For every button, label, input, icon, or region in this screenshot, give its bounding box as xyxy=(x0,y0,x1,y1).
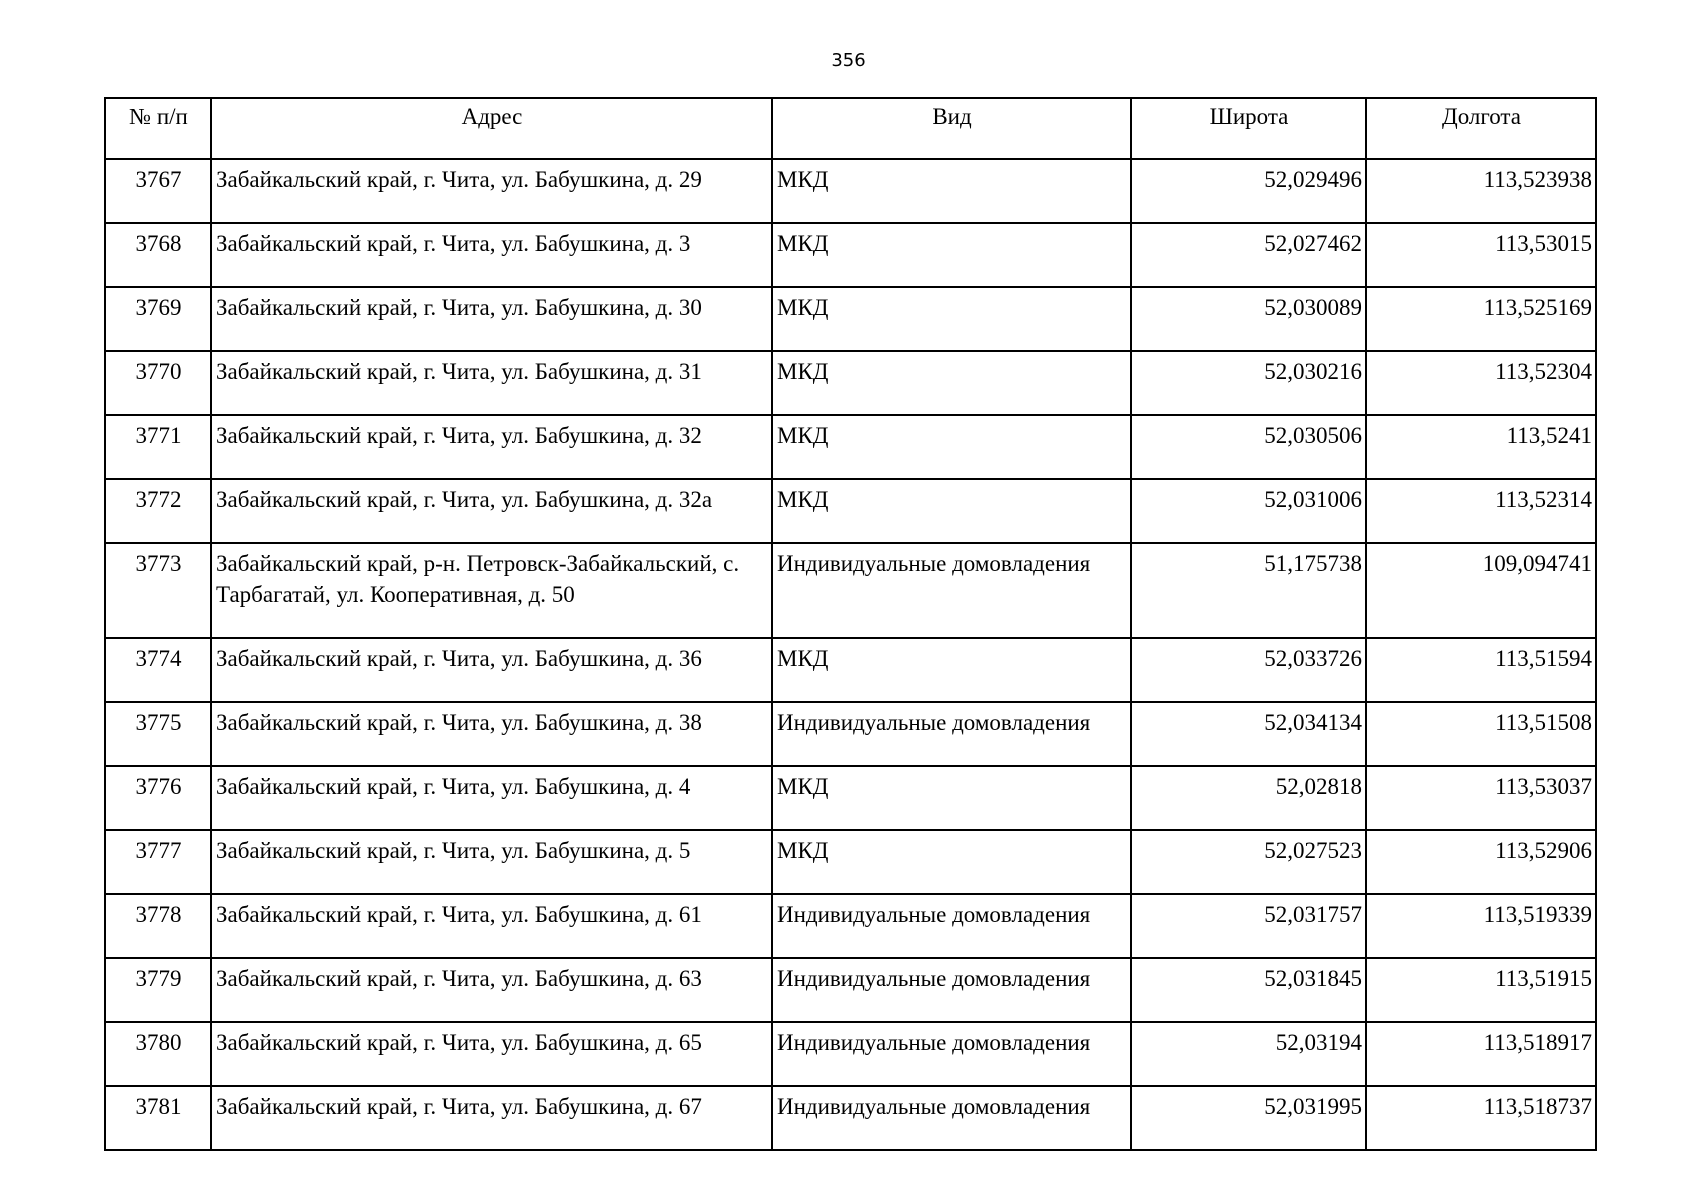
cell-address: Забайкальский край, г. Чита, ул. Бабушкина, д. 32 xyxy=(211,415,772,479)
cell-kind: МКД xyxy=(772,830,1131,894)
column-header-address: Адрес xyxy=(211,98,772,159)
cell-longitude: 113,523938 xyxy=(1366,159,1596,223)
cell-longitude: 109,094741 xyxy=(1366,543,1596,638)
page-number: 356 xyxy=(831,50,866,71)
cell-kind: Индивидуальные домовладения xyxy=(772,1086,1131,1150)
cell-kind: Индивидуальные домовладения xyxy=(772,543,1131,638)
address-table xyxy=(104,97,1597,1151)
cell-number: 3777 xyxy=(105,830,211,894)
cell-address: Забайкальский край, г. Чита, ул. Бабушкина, д. 3 xyxy=(211,223,772,287)
table-row xyxy=(105,766,1596,830)
cell-address: Забайкальский край, г. Чита, ул. Бабушкина, д. 61 xyxy=(211,894,772,958)
cell-address: Забайкальский край, г. Чита, ул. Бабушкина, д. 67 xyxy=(211,1086,772,1150)
table-row xyxy=(105,415,1596,479)
cell-kind: Индивидуальные домовладения xyxy=(772,894,1131,958)
cell-number: 3770 xyxy=(105,351,211,415)
cell-address: Забайкальский край, г. Чита, ул. Бабушкина, д. 5 xyxy=(211,830,772,894)
table-row xyxy=(105,702,1596,766)
cell-kind: МКД xyxy=(772,638,1131,702)
table-row xyxy=(105,638,1596,702)
cell-latitude: 52,034134 xyxy=(1131,702,1366,766)
cell-number: 3779 xyxy=(105,958,211,1022)
cell-longitude: 113,525169 xyxy=(1366,287,1596,351)
table-row xyxy=(105,543,1596,638)
cell-longitude: 113,52906 xyxy=(1366,830,1596,894)
cell-address: Забайкальский край, г. Чита, ул. Бабушкина, д. 36 xyxy=(211,638,772,702)
column-header-longitude: Долгота xyxy=(1366,98,1596,159)
cell-latitude: 52,031845 xyxy=(1131,958,1366,1022)
cell-number: 3778 xyxy=(105,894,211,958)
cell-longitude: 113,53015 xyxy=(1366,223,1596,287)
cell-longitude: 113,51594 xyxy=(1366,638,1596,702)
table-row xyxy=(105,287,1596,351)
table-row xyxy=(105,479,1596,543)
table-row xyxy=(105,159,1596,223)
table-row xyxy=(105,351,1596,415)
cell-longitude: 113,5241 xyxy=(1366,415,1596,479)
cell-address: Забайкальский край, г. Чита, ул. Бабушкина, д. 30 xyxy=(211,287,772,351)
cell-longitude: 113,519339 xyxy=(1366,894,1596,958)
cell-kind: МКД xyxy=(772,159,1131,223)
table-row xyxy=(105,223,1596,287)
cell-latitude: 52,030089 xyxy=(1131,287,1366,351)
cell-address: Забайкальский край, г. Чита, ул. Бабушкина, д. 29 xyxy=(211,159,772,223)
cell-address: Забайкальский край, г. Чита, ул. Бабушкина, д. 65 xyxy=(211,1022,772,1086)
cell-kind: Индивидуальные домовладения xyxy=(772,958,1131,1022)
table-row xyxy=(105,958,1596,1022)
cell-latitude: 52,029496 xyxy=(1131,159,1366,223)
cell-address: Забайкальский край, г. Чита, ул. Бабушкина, д. 31 xyxy=(211,351,772,415)
cell-latitude: 52,030506 xyxy=(1131,415,1366,479)
cell-number: 3771 xyxy=(105,415,211,479)
cell-latitude: 52,02818 xyxy=(1131,766,1366,830)
cell-address: Забайкальский край, г. Чита, ул. Бабушкина, д. 32а xyxy=(211,479,772,543)
cell-address: Забайкальский край, г. Чита, ул. Бабушкина, д. 38 xyxy=(211,702,772,766)
cell-latitude: 52,027462 xyxy=(1131,223,1366,287)
header-row xyxy=(105,98,1596,159)
cell-longitude: 113,518737 xyxy=(1366,1086,1596,1150)
cell-latitude: 52,031006 xyxy=(1131,479,1366,543)
cell-latitude: 52,031757 xyxy=(1131,894,1366,958)
cell-longitude: 113,52304 xyxy=(1366,351,1596,415)
cell-number: 3772 xyxy=(105,479,211,543)
cell-latitude: 52,03194 xyxy=(1131,1022,1366,1086)
cell-longitude: 113,53037 xyxy=(1366,766,1596,830)
cell-kind: МКД xyxy=(772,766,1131,830)
cell-number: 3774 xyxy=(105,638,211,702)
table-row xyxy=(105,1086,1596,1150)
cell-number: 3780 xyxy=(105,1022,211,1086)
column-header-latitude: Широта xyxy=(1131,98,1366,159)
cell-kind: МКД xyxy=(772,223,1131,287)
cell-kind: МКД xyxy=(772,351,1131,415)
cell-kind: МКД xyxy=(772,415,1131,479)
cell-number: 3773 xyxy=(105,543,211,638)
cell-longitude: 113,51915 xyxy=(1366,958,1596,1022)
cell-kind: Индивидуальные домовладения xyxy=(772,702,1131,766)
cell-longitude: 113,518917 xyxy=(1366,1022,1596,1086)
column-header-kind: Вид xyxy=(772,98,1131,159)
cell-latitude: 51,175738 xyxy=(1131,543,1366,638)
cell-latitude: 52,033726 xyxy=(1131,638,1366,702)
table-row xyxy=(105,1022,1596,1086)
cell-latitude: 52,027523 xyxy=(1131,830,1366,894)
cell-number: 3775 xyxy=(105,702,211,766)
cell-address: Забайкальский край, г. Чита, ул. Бабушкина, д. 4 xyxy=(211,766,772,830)
cell-longitude: 113,51508 xyxy=(1366,702,1596,766)
cell-number: 3768 xyxy=(105,223,211,287)
table-header xyxy=(105,98,1596,159)
cell-kind: МКД xyxy=(772,287,1131,351)
cell-number: 3769 xyxy=(105,287,211,351)
column-header-number: № п/п xyxy=(105,98,211,159)
cell-address: Забайкальский край, р-н. Петровск-Забайкальский, с. Тарбагатай, ул. Кооперативная, д. 50 xyxy=(211,543,772,638)
cell-number: 3776 xyxy=(105,766,211,830)
table-body xyxy=(105,159,1596,1150)
cell-kind: Индивидуальные домовладения xyxy=(772,1022,1131,1086)
cell-number: 3781 xyxy=(105,1086,211,1150)
cell-longitude: 113,52314 xyxy=(1366,479,1596,543)
table-row xyxy=(105,894,1596,958)
cell-address: Забайкальский край, г. Чита, ул. Бабушкина, д. 63 xyxy=(211,958,772,1022)
cell-number: 3767 xyxy=(105,159,211,223)
table-row xyxy=(105,830,1596,894)
cell-kind: МКД xyxy=(772,479,1131,543)
cell-latitude: 52,031995 xyxy=(1131,1086,1366,1150)
cell-latitude: 52,030216 xyxy=(1131,351,1366,415)
